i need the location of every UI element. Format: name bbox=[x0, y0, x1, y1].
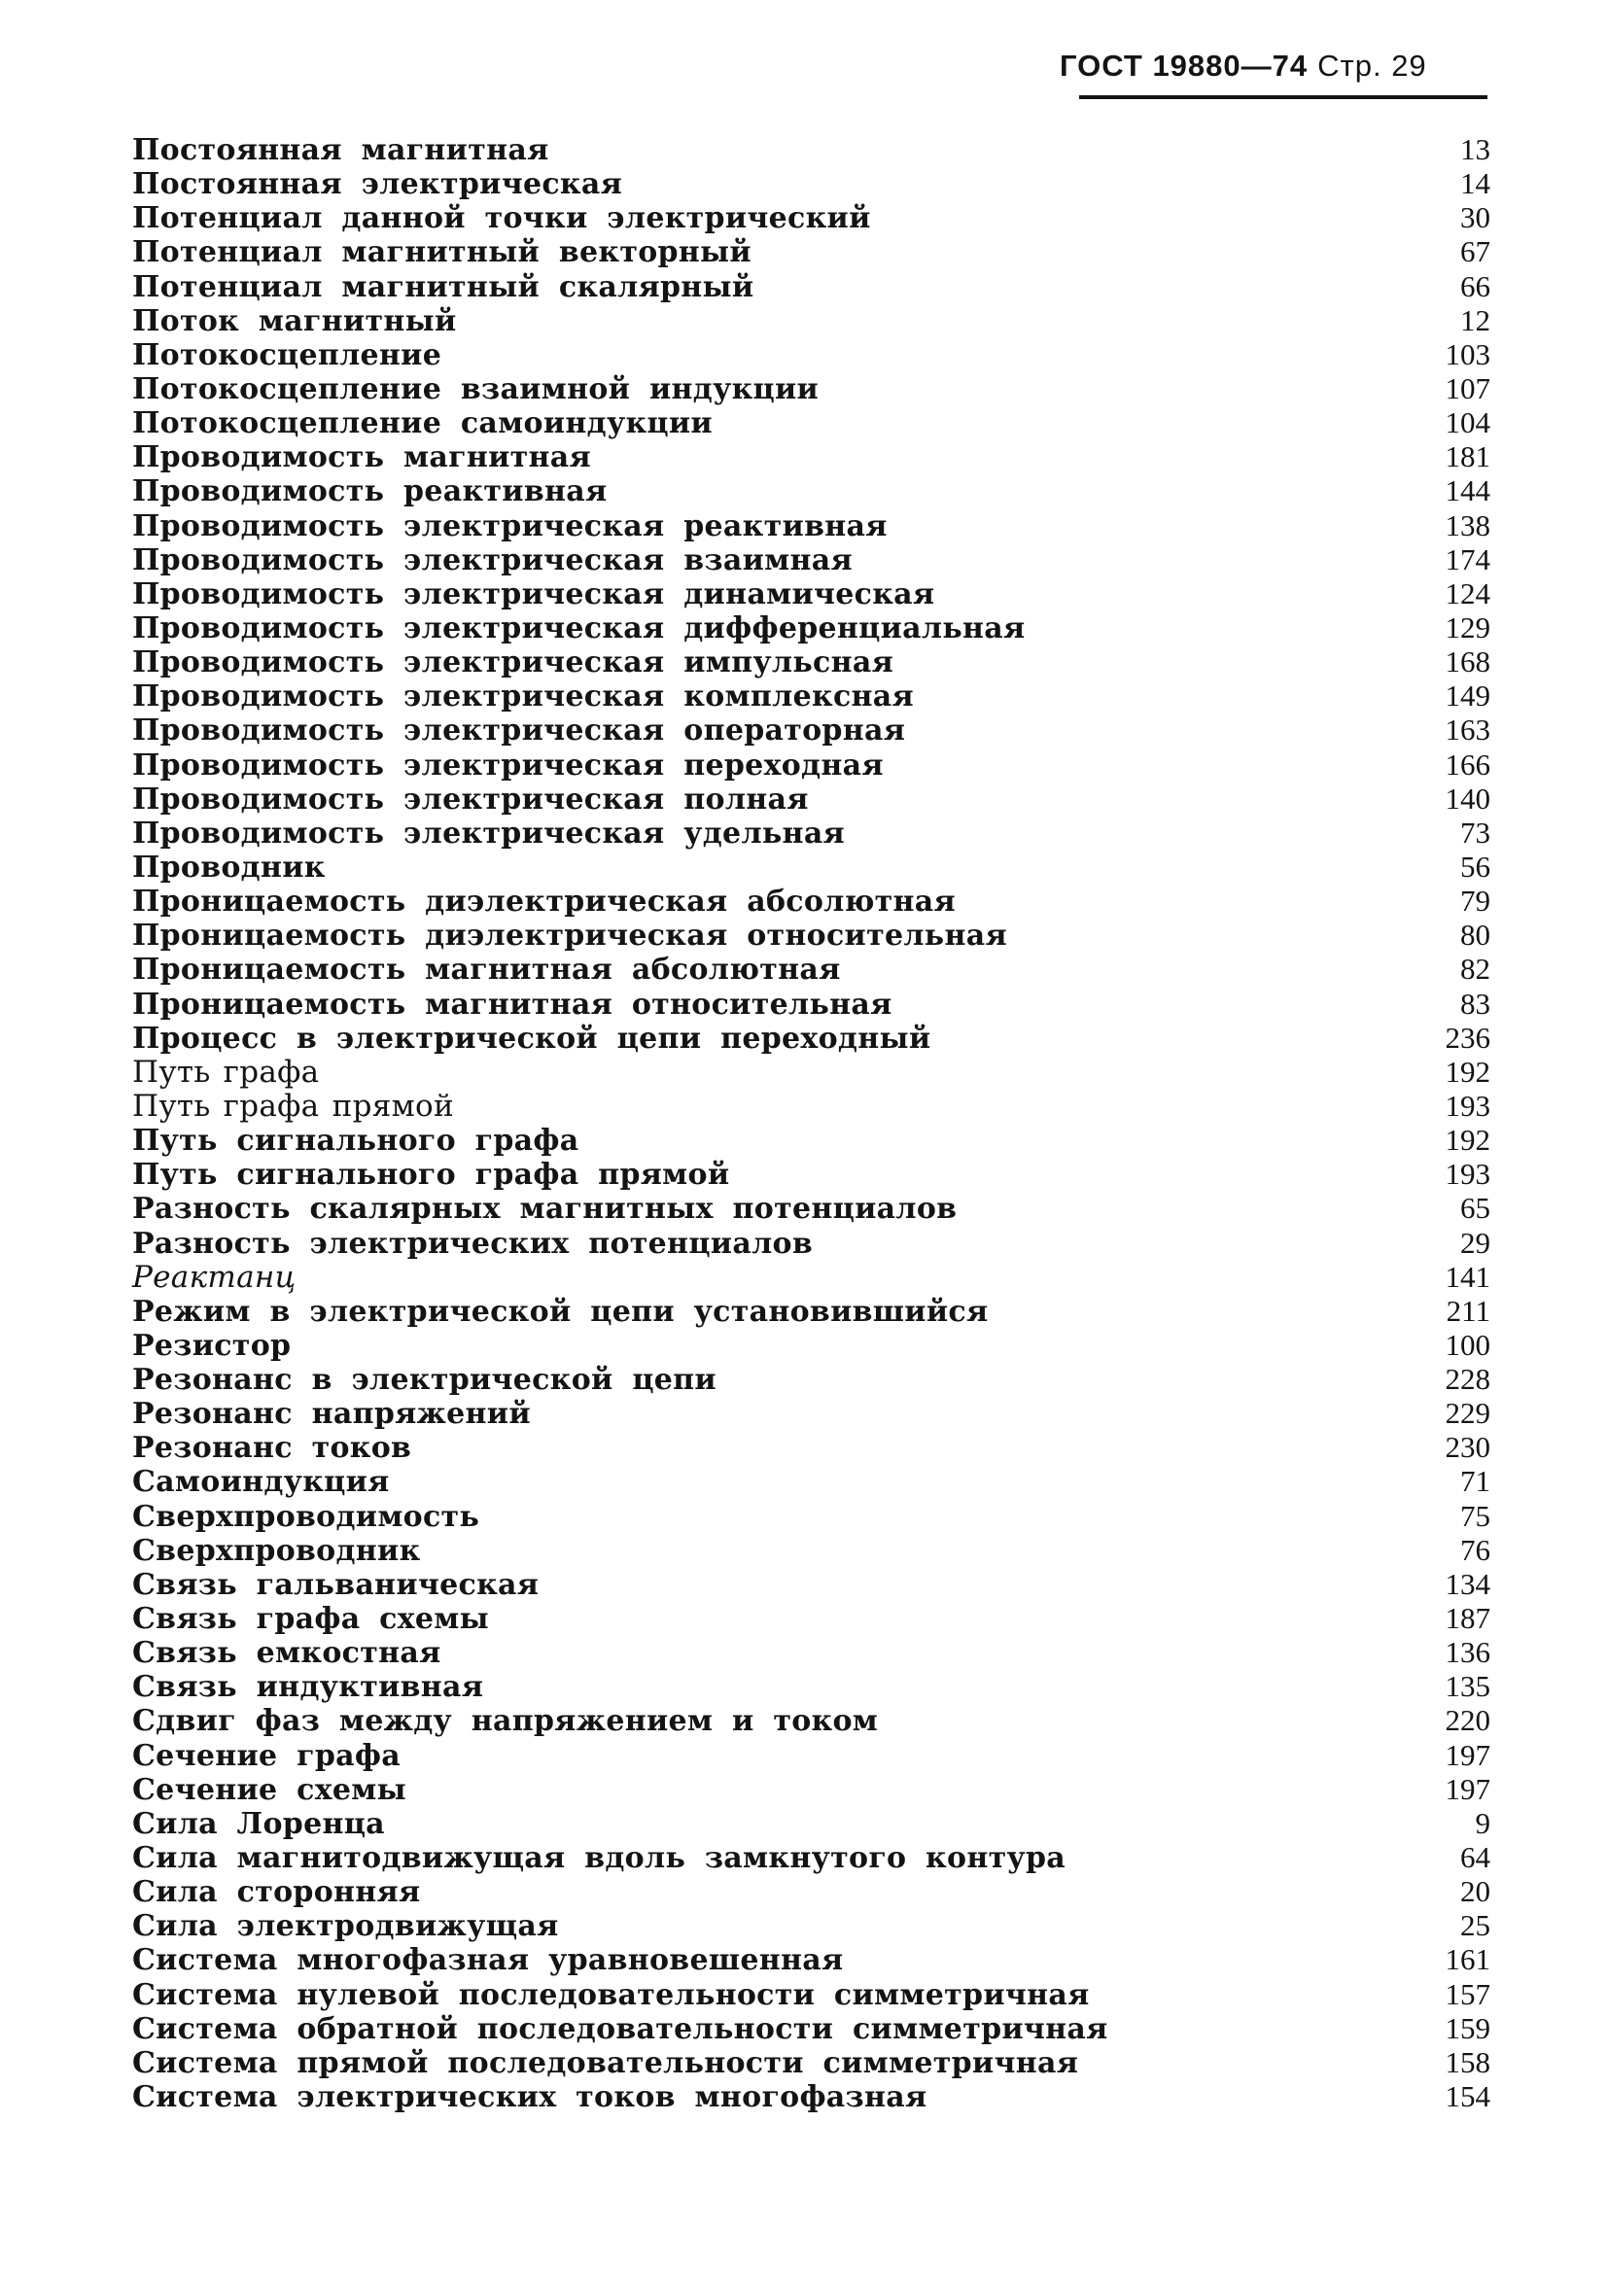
index-reference-number: 163 bbox=[1445, 713, 1490, 748]
index-term: Резистор bbox=[132, 1328, 292, 1363]
index-term: Потокосцепление взаимной индукции bbox=[132, 371, 820, 406]
index-entry bbox=[132, 1499, 1490, 1533]
index-entry bbox=[132, 508, 1490, 542]
index-entry bbox=[132, 1908, 1490, 1942]
index-term: Процесс в электрической цепи переходный bbox=[132, 1021, 931, 1056]
index-reference-number: 134 bbox=[1445, 1566, 1490, 1601]
index-reference-number: 220 bbox=[1445, 1703, 1490, 1738]
index-entry bbox=[132, 1738, 1490, 1772]
index-entry bbox=[132, 1362, 1490, 1396]
index-reference-number: 157 bbox=[1445, 1976, 1490, 2011]
index-term: Потенциал данной точки электрический bbox=[132, 201, 871, 236]
index-entry bbox=[132, 1669, 1490, 1703]
index-entry bbox=[132, 132, 1490, 166]
index-entry bbox=[132, 987, 1490, 1021]
index-reference-number: 100 bbox=[1445, 1327, 1490, 1362]
index-term: Проницаемость диэлектрическая абсолютная bbox=[132, 885, 956, 920]
index-entry bbox=[132, 337, 1490, 371]
index-reference-number: 135 bbox=[1445, 1669, 1490, 1704]
index-entry bbox=[132, 1806, 1490, 1840]
index-reference-number: 73 bbox=[1460, 815, 1490, 850]
index-reference-number: 9 bbox=[1475, 1805, 1490, 1840]
index-entry bbox=[132, 371, 1490, 405]
index-entry bbox=[132, 1294, 1490, 1328]
index-entry bbox=[132, 405, 1490, 439]
index-reference-number: 14 bbox=[1460, 166, 1490, 201]
index-reference-number: 104 bbox=[1445, 405, 1490, 440]
index-entry bbox=[132, 1567, 1490, 1601]
index-reference-number: 192 bbox=[1445, 1123, 1490, 1158]
index-reference-number: 193 bbox=[1445, 1157, 1490, 1192]
index-reference-number: 103 bbox=[1445, 336, 1490, 371]
index-entry bbox=[132, 816, 1490, 850]
index-term: Сечение схемы bbox=[132, 1772, 407, 1807]
index-entry bbox=[132, 1464, 1490, 1498]
index-term: Разность скалярных магнитных потенциалов bbox=[132, 1192, 958, 1227]
index-term: Резонанс напряжений bbox=[132, 1397, 531, 1432]
index-reference-number: 140 bbox=[1445, 781, 1490, 816]
index-entry bbox=[132, 1772, 1490, 1806]
index-reference-number: 187 bbox=[1445, 1601, 1490, 1636]
index-reference-number: 13 bbox=[1460, 132, 1490, 166]
index-entry bbox=[132, 1601, 1490, 1635]
index-term: Потенциал магнитный скалярный bbox=[132, 269, 754, 304]
index-reference-number: 236 bbox=[1445, 1020, 1490, 1055]
term-index-list bbox=[132, 132, 1490, 2113]
index-reference-number: 83 bbox=[1460, 986, 1490, 1021]
index-reference-number: 154 bbox=[1445, 2079, 1490, 2114]
index-term: Потокосцепление bbox=[132, 337, 442, 372]
index-term: Постоянная магнитная bbox=[132, 133, 549, 167]
index-reference-number: 158 bbox=[1445, 2044, 1490, 2079]
index-entry bbox=[132, 1942, 1490, 1976]
index-entry bbox=[132, 1396, 1490, 1430]
index-reference-number: 80 bbox=[1460, 918, 1490, 953]
index-term: Система многофазная уравновешенная bbox=[132, 1943, 844, 1978]
index-reference-number: 192 bbox=[1445, 1054, 1490, 1089]
index-term: Поток магнитный bbox=[132, 303, 457, 338]
index-term: Резонанс токов bbox=[132, 1431, 412, 1466]
index-term: Сила сторонняя bbox=[132, 1875, 421, 1910]
index-term: Связь гальваническая bbox=[132, 1567, 540, 1602]
index-entry bbox=[132, 2079, 1490, 2113]
index-term: Режим в электрической цепи установившийся bbox=[132, 1294, 989, 1329]
index-entry bbox=[132, 2011, 1490, 2045]
index-term: Сила электродвижущая bbox=[132, 1909, 559, 1944]
index-entry bbox=[132, 918, 1490, 952]
index-term: Проводимость электрическая реактивная bbox=[132, 508, 888, 543]
index-term: Система прямой последовательности симметричная bbox=[132, 2045, 1079, 2080]
index-reference-number: 76 bbox=[1460, 1532, 1490, 1567]
index-entry bbox=[132, 166, 1490, 200]
index-term: Проводимость электрическая дифференциальная bbox=[132, 610, 1026, 645]
index-entry bbox=[132, 1874, 1490, 1908]
index-reference-number: 71 bbox=[1460, 1464, 1490, 1499]
index-reference-number: 29 bbox=[1460, 1225, 1490, 1260]
index-entry bbox=[132, 644, 1490, 678]
header-rule bbox=[1079, 95, 1487, 99]
index-term: Проводимость электрическая импульсная bbox=[132, 645, 894, 680]
index-reference-number: 141 bbox=[1445, 1259, 1490, 1294]
index-entry bbox=[132, 1533, 1490, 1567]
index-term: Система нулевой последовательности симметричная bbox=[132, 1977, 1090, 2012]
index-term: Сила Лоренца bbox=[132, 1806, 385, 1841]
index-entry bbox=[132, 1977, 1490, 2011]
index-entry bbox=[132, 1226, 1490, 1260]
index-reference-number: 228 bbox=[1445, 1362, 1490, 1397]
index-entry bbox=[132, 1328, 1490, 1362]
index-entry bbox=[132, 713, 1490, 747]
index-term: Проводник bbox=[132, 850, 326, 885]
index-entry bbox=[132, 782, 1490, 816]
index-entry bbox=[132, 1191, 1490, 1225]
index-reference-number: 136 bbox=[1445, 1635, 1490, 1670]
index-term: Связь емкостная bbox=[132, 1636, 441, 1671]
index-term: Потокосцепление самоиндукции bbox=[132, 406, 713, 441]
index-term: Проводимость электрическая взаимная bbox=[132, 542, 853, 577]
index-entry bbox=[132, 1089, 1490, 1123]
index-term: Проводимость электрическая операторная bbox=[132, 713, 906, 748]
index-entry bbox=[132, 1430, 1490, 1464]
index-entry bbox=[132, 1157, 1490, 1191]
index-term: Проницаемость магнитная относительная bbox=[132, 987, 892, 1022]
index-reference-number: 161 bbox=[1445, 1942, 1490, 1977]
index-term: Проводимость электрическая удельная bbox=[132, 816, 846, 851]
index-term: Проницаемость диэлектрическая относительная bbox=[132, 919, 1007, 954]
index-term: Самоиндукция bbox=[132, 1465, 390, 1500]
index-reference-number: 168 bbox=[1445, 644, 1490, 679]
index-term: Проводимость электрическая комплексная bbox=[132, 679, 914, 714]
index-entry bbox=[132, 1055, 1490, 1089]
index-reference-number: 25 bbox=[1460, 1908, 1490, 1943]
index-term: Постоянная электрическая bbox=[132, 167, 623, 202]
index-term: Путь графа прямой bbox=[132, 1088, 454, 1124]
index-reference-number: 197 bbox=[1445, 1771, 1490, 1806]
index-entry bbox=[132, 576, 1490, 610]
index-entry bbox=[132, 1123, 1490, 1157]
index-term: Реактанц bbox=[132, 1259, 297, 1295]
index-entry bbox=[132, 748, 1490, 782]
index-entry bbox=[132, 200, 1490, 234]
index-reference-number: 149 bbox=[1445, 678, 1490, 713]
index-term: Проводимость электрическая динамическая bbox=[132, 576, 935, 611]
index-term: Связь графа схемы bbox=[132, 1602, 490, 1637]
index-reference-number: 211 bbox=[1446, 1293, 1490, 1328]
index-entry bbox=[132, 1703, 1490, 1737]
index-entry bbox=[132, 439, 1490, 473]
index-reference-number: 230 bbox=[1445, 1430, 1490, 1465]
index-term: Потенциал магнитный векторный bbox=[132, 235, 752, 270]
index-reference-number: 30 bbox=[1460, 200, 1490, 235]
index-reference-number: 197 bbox=[1445, 1737, 1490, 1772]
index-term: Проводимость магнитная bbox=[132, 440, 591, 475]
index-term: Путь сигнального графа прямой bbox=[132, 1158, 730, 1193]
index-term: Сдвиг фаз между напряжением и током bbox=[132, 1704, 879, 1739]
index-reference-number: 56 bbox=[1460, 849, 1490, 884]
index-reference-number: 107 bbox=[1445, 370, 1490, 405]
index-term: Проводимость реактивная bbox=[132, 474, 608, 509]
index-reference-number: 229 bbox=[1445, 1396, 1490, 1431]
index-reference-number: 82 bbox=[1460, 952, 1490, 987]
index-term: Резонанс в электрической цепи bbox=[132, 1363, 717, 1398]
index-reference-number: 166 bbox=[1445, 747, 1490, 782]
index-entry bbox=[132, 269, 1490, 303]
index-term: Сверхпроводимость bbox=[132, 1499, 480, 1534]
index-reference-number: 138 bbox=[1445, 507, 1490, 542]
index-entry bbox=[132, 850, 1490, 884]
index-term: Путь сигнального графа bbox=[132, 1124, 579, 1159]
index-term: Путь графа bbox=[132, 1054, 320, 1090]
index-term: Связь индуктивная bbox=[132, 1670, 484, 1705]
index-reference-number: 124 bbox=[1445, 575, 1490, 610]
index-reference-number: 159 bbox=[1445, 2010, 1490, 2045]
index-reference-number: 79 bbox=[1460, 884, 1490, 919]
index-entry bbox=[132, 234, 1490, 268]
index-term: Проницаемость магнитная абсолютная bbox=[132, 953, 841, 988]
index-term: Сверхпроводник bbox=[132, 1533, 421, 1568]
index-term: Проводимость электрическая полная bbox=[132, 782, 809, 817]
index-reference-number: 144 bbox=[1445, 473, 1490, 508]
index-reference-number: 174 bbox=[1445, 541, 1490, 576]
index-term: Система электрических токов многофазная bbox=[132, 2080, 927, 2115]
index-entry bbox=[132, 303, 1490, 337]
standard-title: ГОСТ 19880—74 bbox=[1060, 49, 1309, 83]
index-entry bbox=[132, 2045, 1490, 2079]
index-term: Сечение графа bbox=[132, 1738, 401, 1773]
index-term: Система обратной последовательности симметричная bbox=[132, 2011, 1108, 2046]
index-reference-number: 66 bbox=[1460, 268, 1490, 303]
index-entry bbox=[132, 542, 1490, 576]
index-term: Сила магнитодвижущая вдоль замкнутого контура bbox=[132, 1841, 1066, 1876]
index-entry bbox=[132, 1260, 1490, 1294]
index-reference-number: 20 bbox=[1460, 1874, 1490, 1909]
running-header bbox=[1060, 49, 1492, 84]
index-reference-number: 67 bbox=[1460, 234, 1490, 269]
page-number: Стр. 29 bbox=[1317, 49, 1427, 83]
index-entry bbox=[132, 1021, 1490, 1055]
index-entry bbox=[132, 678, 1490, 713]
index-reference-number: 65 bbox=[1460, 1191, 1490, 1226]
index-entry bbox=[132, 1840, 1490, 1874]
index-reference-number: 129 bbox=[1445, 609, 1490, 644]
index-reference-number: 12 bbox=[1460, 302, 1490, 337]
index-reference-number: 193 bbox=[1445, 1088, 1490, 1123]
index-entry bbox=[132, 473, 1490, 507]
index-entry bbox=[132, 1635, 1490, 1669]
index-entry bbox=[132, 884, 1490, 918]
index-term: Проводимость электрическая переходная bbox=[132, 748, 884, 783]
index-term: Разность электрических потенциалов bbox=[132, 1226, 813, 1261]
index-reference-number: 64 bbox=[1460, 1840, 1490, 1875]
index-reference-number: 75 bbox=[1460, 1498, 1490, 1533]
index-entry bbox=[132, 952, 1490, 986]
index-entry bbox=[132, 610, 1490, 644]
index-reference-number: 181 bbox=[1445, 439, 1490, 474]
